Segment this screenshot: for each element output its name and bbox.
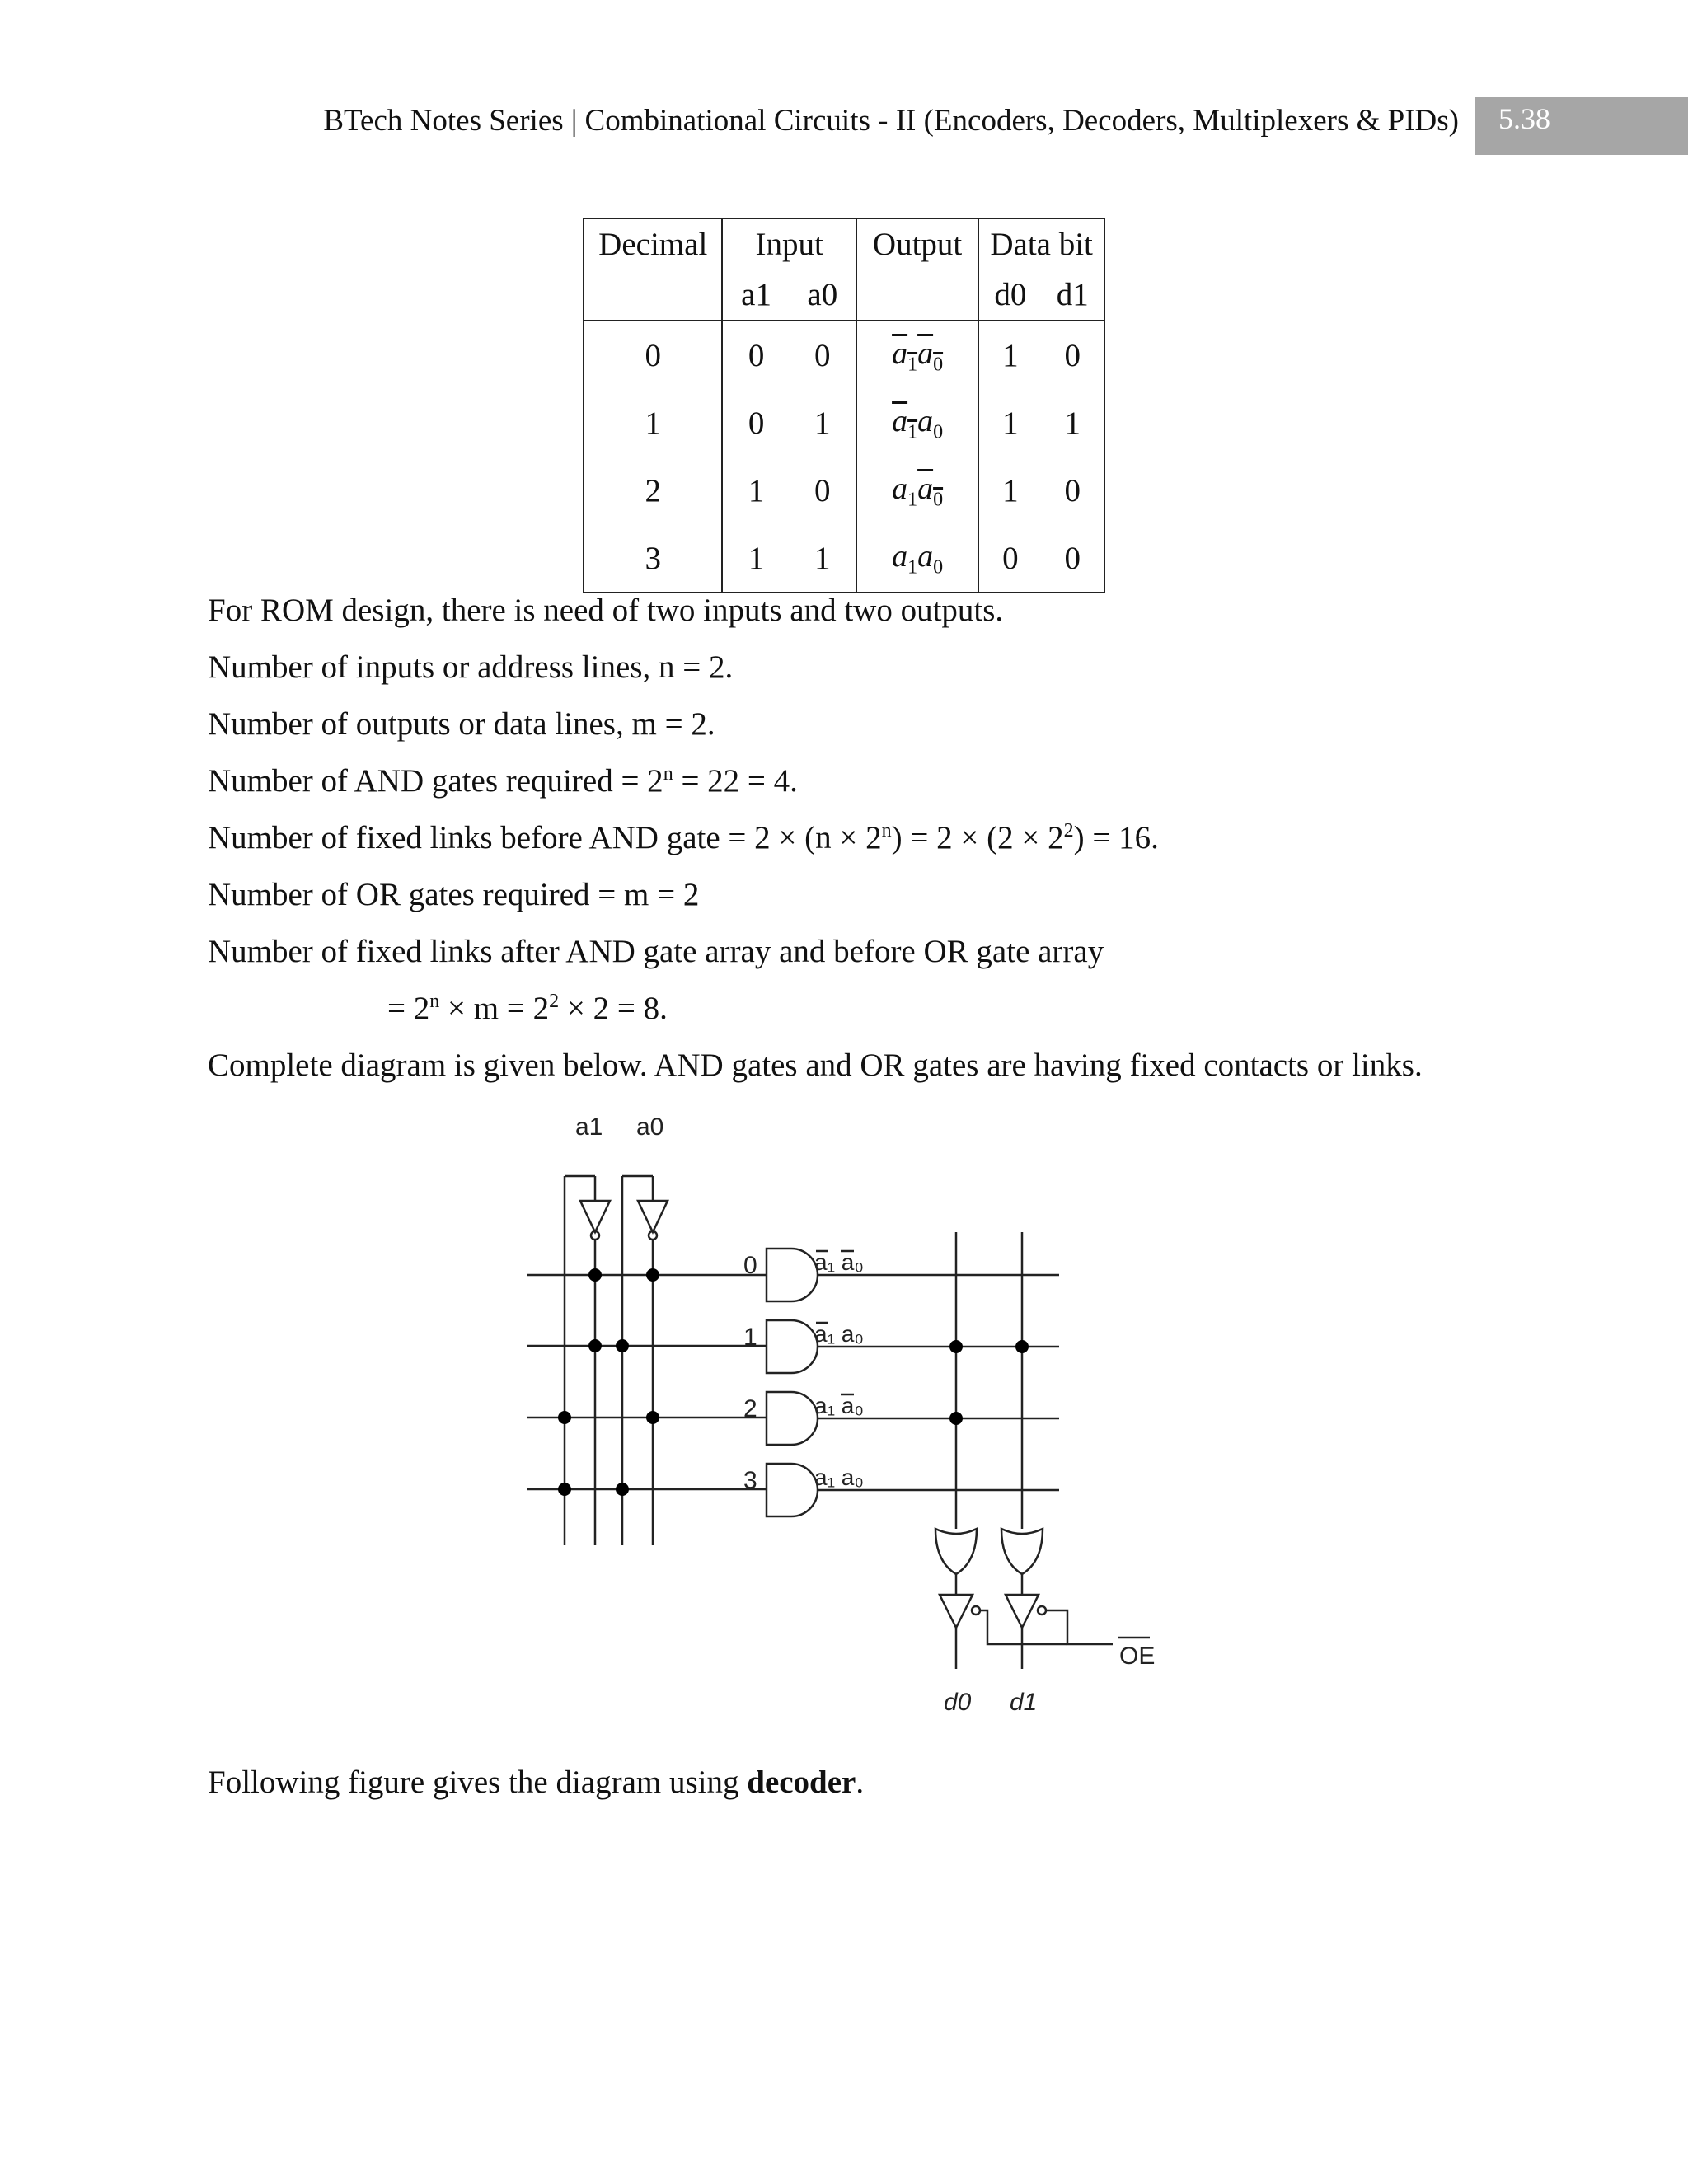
and-gate-1 (767, 1320, 818, 1373)
gate-number-3: 3 (743, 1467, 757, 1494)
cell-d1: 0 (1064, 472, 1081, 509)
and-gate-3 (767, 1464, 818, 1516)
or-gate-d1 (1001, 1529, 1043, 1574)
cell-data (978, 457, 1104, 524)
cell-d0: 1 (1002, 405, 1019, 441)
and-gate-2 (767, 1392, 818, 1445)
inverter-a1 (580, 1201, 610, 1232)
gate-number-2: 2 (743, 1395, 757, 1422)
product-label-2: a₁ a₀ (814, 1393, 864, 1418)
input-subheader (722, 269, 856, 321)
cell-a0: 0 (814, 337, 831, 373)
and-gate-0 (767, 1249, 818, 1301)
cell-decimal: 0 (584, 321, 722, 389)
label-d0: d0 (944, 1689, 972, 1716)
data-subheader (978, 269, 1104, 321)
empty-cell (584, 269, 722, 321)
gate-number-1: 1 (743, 1324, 757, 1351)
formula-fixed-links-after: = $2^n \times m = 2^2 \times 2 = 8$. (387, 991, 668, 1026)
cell-data (978, 389, 1104, 457)
link-dots (558, 1268, 1029, 1496)
formula-and-gates: Number of AND gates required = $2^n = 22 = 4$. (208, 763, 798, 799)
product-label-3: a₁ a₀ (814, 1465, 864, 1490)
header-decimal: Decimal (584, 218, 722, 269)
header-input: Input (722, 218, 856, 269)
page-number: 5.38 (1475, 97, 1688, 155)
cell-d1: 0 (1064, 337, 1081, 373)
cell-a0: 1 (814, 405, 831, 441)
paragraph: Number of OR gates required = m = 2 (208, 877, 700, 912)
cell-d0: 0 (1002, 540, 1019, 576)
cell-a0: 0 (814, 472, 831, 509)
figure-caption: Following figure gives the diagram using decoder. (208, 1765, 865, 1800)
cell-output: $a_1a_0$ (856, 389, 978, 457)
table-row (584, 457, 1104, 524)
gate-number-0: 0 (743, 1252, 757, 1279)
cell-decimal: 2 (584, 457, 722, 524)
paragraph: Number of outputs or data lines, m = 2. (208, 706, 715, 742)
cell-inputs (722, 321, 856, 389)
inverter-a0 (638, 1201, 668, 1232)
product-label-1: a₁ a₀ (814, 1321, 864, 1347)
cell-a1: 0 (748, 405, 765, 441)
enable-bubble (1038, 1606, 1046, 1615)
cell-decimal: 1 (584, 389, 722, 457)
cell-d0: 1 (1002, 337, 1019, 373)
cell-inputs (722, 389, 856, 457)
oe-wire (1046, 1610, 1113, 1644)
cell-output: $a_1a_0$ (856, 321, 978, 389)
truth-table (583, 218, 1105, 593)
cell-data (978, 524, 1104, 593)
tristate-d0 (940, 1595, 973, 1628)
cell-d1: 1 (1064, 405, 1081, 441)
or-gate-d0 (935, 1529, 977, 1574)
table-row (584, 321, 1104, 389)
label-a0: a0 (636, 1113, 664, 1141)
cell-output: $a_1a_0$ (856, 524, 978, 593)
subheader-a0: a0 (807, 276, 838, 312)
cell-a1: 1 (748, 540, 765, 576)
cell-data (978, 321, 1104, 389)
header-data-bit: Data bit (978, 218, 1104, 269)
label-a1: a1 (575, 1113, 603, 1141)
table-row (584, 524, 1104, 593)
formula-fixed-links-before: Number of fixed links before AND gate = $2 \times (n \times 2^n) = 2 \times (2 \times 2^2) = 16$. (208, 820, 1159, 855)
cell-decimal: 3 (584, 524, 722, 593)
label-d1: d1 (1010, 1689, 1038, 1716)
subheader-d0: d0 (994, 276, 1027, 312)
label-oe: OE (1119, 1643, 1156, 1670)
paragraph: Number of fixed links after AND gate array and before OR gate array (208, 934, 1104, 969)
subheader-d1: d1 (1056, 276, 1089, 312)
paragraph: For ROM design, there is need of two inputs and two outputs. (208, 593, 1004, 628)
cell-a1: 0 (748, 337, 765, 373)
subheader-a1: a1 (741, 276, 771, 312)
oe-wire (980, 1610, 1067, 1644)
cell-output: $a_1a_0$ (856, 457, 978, 524)
cell-d1: 0 (1064, 540, 1081, 576)
rom-diagram (511, 1100, 1170, 1743)
header-title: BTech Notes Series | Combinational Circuits - II (Encoders, Decoders, Multiplexers & PIDs) (323, 104, 1459, 138)
cell-d0: 1 (1002, 472, 1019, 509)
cell-a0: 1 (814, 540, 831, 576)
product-label-0: a₁ a₀ (814, 1249, 864, 1275)
paragraph: Number of inputs or address lines, n = 2. (208, 649, 734, 685)
cell-a1: 1 (748, 472, 765, 509)
paragraph: Complete diagram is given below. AND gates and OR gates are having fixed contacts or links. (208, 1047, 1423, 1083)
table-row (584, 389, 1104, 457)
enable-bubble (972, 1606, 980, 1615)
header-output: Output (856, 218, 978, 269)
cell-inputs (722, 524, 856, 593)
cell-inputs (722, 457, 856, 524)
empty-cell (856, 269, 978, 321)
tristate-d1 (1006, 1595, 1039, 1628)
